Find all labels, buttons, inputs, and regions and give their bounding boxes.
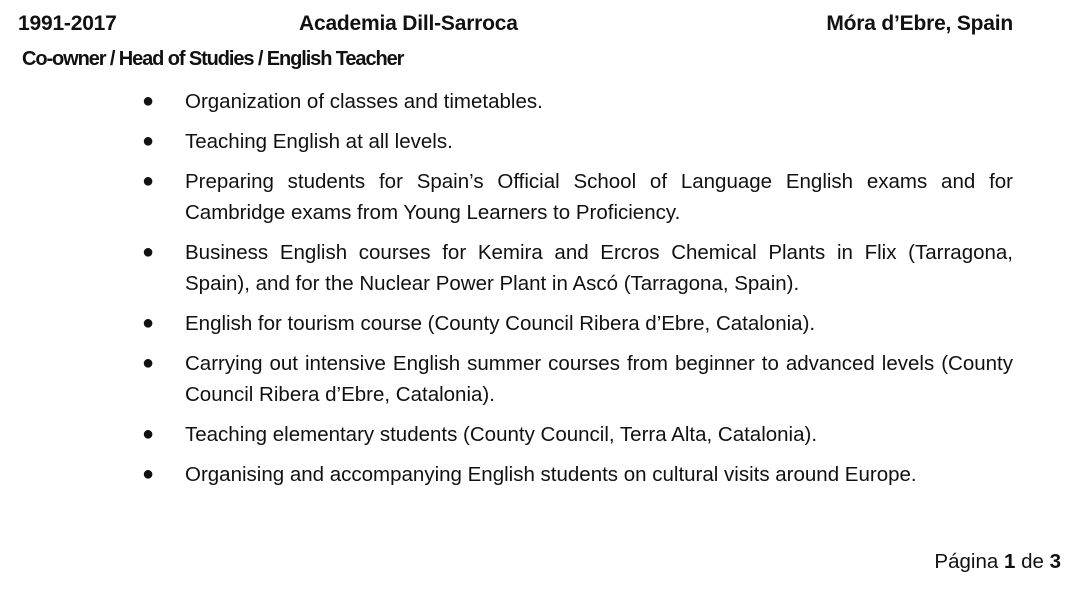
duty-text: Organising and accompanying English students on cultural visits around Europe.: [185, 463, 917, 486]
bullet-icon: ●: [142, 90, 155, 112]
duty-item: [136, 86, 1013, 117]
duty-item: [136, 237, 1013, 299]
total-pages-number: 3: [1049, 550, 1061, 573]
organization-name: Academia Dill-Sarroca: [299, 12, 518, 35]
page-label: Página: [934, 550, 999, 573]
bullet-icon: ●: [142, 130, 155, 152]
duty-item: [136, 348, 1013, 410]
page-number-footer: [934, 550, 1061, 574]
duty-text: Teaching elementary students (County Council, Terra Alta, Catalonia).: [185, 423, 818, 446]
job-title: Co-owner / Head of Studies / English Teacher: [22, 48, 404, 70]
bullet-icon: ●: [142, 463, 155, 485]
duty-item: [136, 459, 1013, 490]
of-label: de: [1021, 550, 1044, 573]
job-header: [18, 12, 1013, 40]
current-page-number: 1: [1003, 550, 1016, 573]
duty-text: Carrying out intensive English summer courses from beginner to advanced levels (County Council Ribera d’Ebre, Catalonia).: [185, 352, 1013, 406]
duty-item: [136, 126, 1013, 157]
duty-text: Teaching English at all levels.: [185, 130, 453, 153]
duty-item: [136, 166, 1013, 228]
bullet-icon: ●: [142, 312, 155, 334]
duty-text: Preparing students for Spain’s Official School of Language English exams and for Cambridge exams from Young Learners to Proficiency.: [185, 170, 1013, 224]
duty-text: Business English courses for Kemira and Ercros Chemical Plants in Flix (Tarragona, Spain), and for the Nuclear Power Plant in Ascó (Tarragona, Spain).: [185, 241, 1013, 295]
employment-years: 1991-2017: [18, 12, 117, 35]
bullet-icon: ●: [142, 170, 155, 192]
bullet-icon: ●: [142, 352, 155, 374]
duty-text: English for tourism course (County Council Ribera d’Ebre, Catalonia).: [185, 312, 816, 335]
job-location: Móra d’Ebre, Spain: [826, 12, 1013, 35]
bullet-icon: ●: [142, 241, 155, 263]
duty-item: [136, 308, 1013, 339]
duty-item: [136, 419, 1013, 450]
duties-list: [136, 86, 1013, 499]
duty-text: Organization of classes and timetables.: [185, 90, 543, 113]
bullet-icon: ●: [142, 423, 155, 445]
